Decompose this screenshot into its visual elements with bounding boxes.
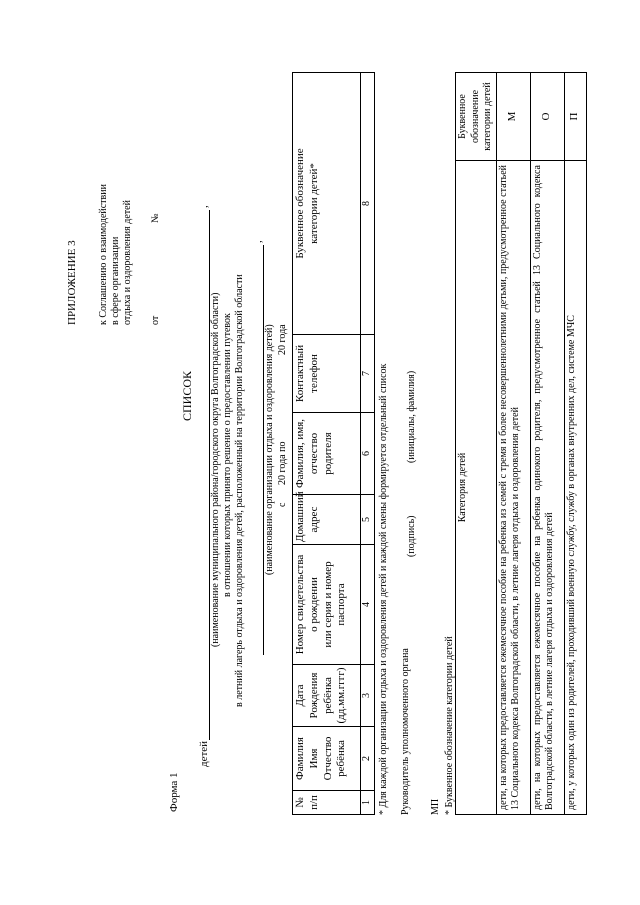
column-number: 1 — [361, 791, 375, 815]
period-from: с — [277, 502, 288, 507]
header-phone: Контактный телефон — [293, 335, 361, 413]
header-category-code: Буквенное обозначение категории детей — [456, 73, 497, 161]
appendix-title: ПРИЛОЖЕНИЕ 3 — [66, 240, 78, 325]
column-number: 3 — [361, 665, 375, 727]
form-label: Форма 1 — [168, 772, 180, 812]
column-number: 4 — [361, 545, 375, 665]
caption-municipality: (наименование муниципального района/городского округа Волгоградской области) — [210, 292, 221, 647]
name-caption: (инициалы, фамилия) — [406, 370, 417, 463]
header-birth-date: Дата Рождения ребёнка (дд.мм.гггг) — [293, 665, 361, 727]
appendix-line-1: к Соглашению о взаимодействии — [98, 184, 109, 325]
caption-organization: (наименование организации отдыха и оздоровления детей) — [264, 324, 275, 575]
list-title: СПИСОК — [180, 370, 194, 421]
comma-2: , — [252, 240, 264, 243]
category-text: дети, на которых предоставляется ежемесячное пособие на ребенка из семей с тремя и более несовершеннолетними детьми, предусмотренное статьей 13 Социального кодекса Волгоградской области, в летние лагеря отдыха и оздоровления детей — [496, 161, 530, 815]
header-number: № п/п — [293, 791, 361, 815]
category-text: дети, на которых предоставляется ежемесячное пособие на ребенка одинокого родителя, предусмотренное статьей 13 Социального кодекса Волгоградской области, в летние лагеря отдыха и оздоровления детей — [530, 161, 564, 815]
category-code: М — [496, 73, 530, 161]
caption-line-3: в летний лагерь отдыха и оздоровления детей, расположенный на территории Волгоградской области — [234, 274, 245, 707]
table-number-row — [361, 73, 375, 815]
header-category: Буквенное обозначение категории детей* — [293, 73, 361, 335]
children-table — [292, 72, 375, 815]
column-number: 7 — [361, 335, 375, 413]
category-text: дети, у которых один из родителей, проходивший военную службу, службу в органах внутренних дел, системе МЧС — [564, 161, 586, 815]
footnote: * Для каждой организации отдыха и оздоровления детей и каждой смены формируется отдельный список — [378, 363, 389, 815]
appendix-date-label: от — [150, 315, 161, 325]
category-code: П — [564, 73, 586, 161]
appendix-number-label: № — [150, 213, 161, 223]
comma-1: , — [198, 205, 210, 208]
appendix-line-3: отдыха и оздоровления детей — [122, 200, 133, 325]
column-number: 6 — [361, 413, 375, 495]
category-row — [496, 73, 530, 815]
head-label: Руководитель уполномоченного органа — [400, 648, 411, 815]
category-row — [564, 73, 586, 815]
appendix-line-2: в сфере организации — [110, 236, 121, 325]
column-number: 8 — [361, 73, 375, 335]
category-code: О — [530, 73, 564, 161]
period-year-to: 20 года по — [277, 441, 288, 485]
column-number: 5 — [361, 495, 375, 545]
period-year-end: 20 года — [277, 324, 288, 355]
header-child-name: Фамилия Имя Отчество ребёнка — [293, 727, 361, 791]
signature-caption: (подпись) — [406, 515, 417, 557]
legend-title: * Буквенное обозначение категории детей — [444, 636, 455, 815]
header-parent-name: Фамилия, имя, отчество родителя — [293, 413, 361, 495]
categories-header-row — [456, 73, 497, 815]
header-document: Номер свидетельства о рождении или серия и номер паспорта — [293, 545, 361, 665]
category-row — [530, 73, 564, 815]
seal-label: МП — [430, 798, 441, 815]
column-number: 2 — [361, 727, 375, 791]
caption-line-2: в отношении которых принято решение о предоставлении путевок — [222, 313, 233, 597]
header-address: Домашний адрес — [293, 495, 361, 545]
table-header-row — [293, 73, 361, 815]
children-label: детей — [198, 740, 210, 767]
categories-table — [455, 72, 587, 815]
header-category-text: Категория детей — [456, 161, 497, 815]
